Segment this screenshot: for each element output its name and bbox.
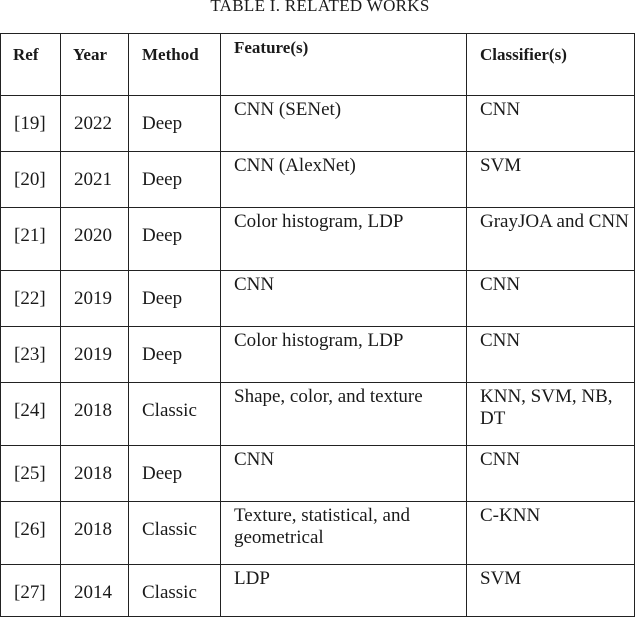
cell-classifiers: SVM — [467, 152, 635, 208]
cell-features: CNN (SENet) — [221, 96, 467, 152]
cell-ref: [23] — [1, 327, 61, 383]
cell-method: Deep — [129, 271, 221, 327]
cell-ref: [25] — [1, 446, 61, 502]
cell-ref: [19] — [1, 96, 61, 152]
cell-features: Texture, statistical, and geometrical — [221, 502, 467, 565]
cell-year: 2021 — [61, 152, 129, 208]
cell-method: Classic — [129, 502, 221, 565]
header-classifiers: Classifier(s) — [467, 34, 635, 96]
table-row — [1, 502, 635, 565]
cell-ref: [22] — [1, 271, 61, 327]
cell-ref: [27] — [1, 565, 61, 617]
cell-classifiers: CNN — [467, 327, 635, 383]
cell-ref: [26] — [1, 502, 61, 565]
header-features: Feature(s) — [221, 34, 467, 96]
cell-features: Color histogram, LDP — [221, 208, 467, 271]
cell-year: 2019 — [61, 327, 129, 383]
cell-classifiers: CNN — [467, 96, 635, 152]
table-row — [1, 271, 635, 327]
cell-method: Deep — [129, 327, 221, 383]
cell-year: 2022 — [61, 96, 129, 152]
cell-year: 2018 — [61, 446, 129, 502]
cell-year: 2018 — [61, 383, 129, 446]
cell-classifiers: KNN, SVM, NB, DT — [467, 383, 635, 446]
table-row — [1, 446, 635, 502]
table-body — [1, 96, 635, 617]
cell-features: Color histogram, LDP — [221, 327, 467, 383]
related-works-table — [0, 33, 635, 617]
cell-year: 2020 — [61, 208, 129, 271]
header-method: Method — [129, 34, 221, 96]
cell-year: 2018 — [61, 502, 129, 565]
cell-classifiers: C-KNN — [467, 502, 635, 565]
cell-method: Deep — [129, 96, 221, 152]
cell-ref: [20] — [1, 152, 61, 208]
header-ref: Ref — [1, 34, 61, 96]
table-caption: TABLE I. RELATED WORKS — [210, 0, 430, 15]
table-row — [1, 152, 635, 208]
cell-classifiers: CNN — [467, 446, 635, 502]
table-header-row — [1, 34, 635, 96]
table-row — [1, 383, 635, 446]
cell-classifiers: SVM — [467, 565, 635, 617]
table-row — [1, 565, 635, 617]
cell-method: Classic — [129, 565, 221, 617]
cell-ref: [21] — [1, 208, 61, 271]
cell-classifiers: GrayJOA and CNN — [467, 208, 635, 271]
table-row — [1, 96, 635, 152]
cell-features: LDP — [221, 565, 467, 617]
cell-method: Classic — [129, 383, 221, 446]
header-year: Year — [61, 34, 129, 96]
cell-year: 2019 — [61, 271, 129, 327]
table-row — [1, 327, 635, 383]
table-row — [1, 208, 635, 271]
cell-features: CNN (AlexNet) — [221, 152, 467, 208]
cell-features: Shape, color, and texture — [221, 383, 467, 446]
cell-classifiers: CNN — [467, 271, 635, 327]
cell-ref: [24] — [1, 383, 61, 446]
cell-method: Deep — [129, 208, 221, 271]
cell-features: CNN — [221, 271, 467, 327]
cell-year: 2014 — [61, 565, 129, 617]
cell-method: Deep — [129, 152, 221, 208]
cell-method: Deep — [129, 446, 221, 502]
cell-features: CNN — [221, 446, 467, 502]
